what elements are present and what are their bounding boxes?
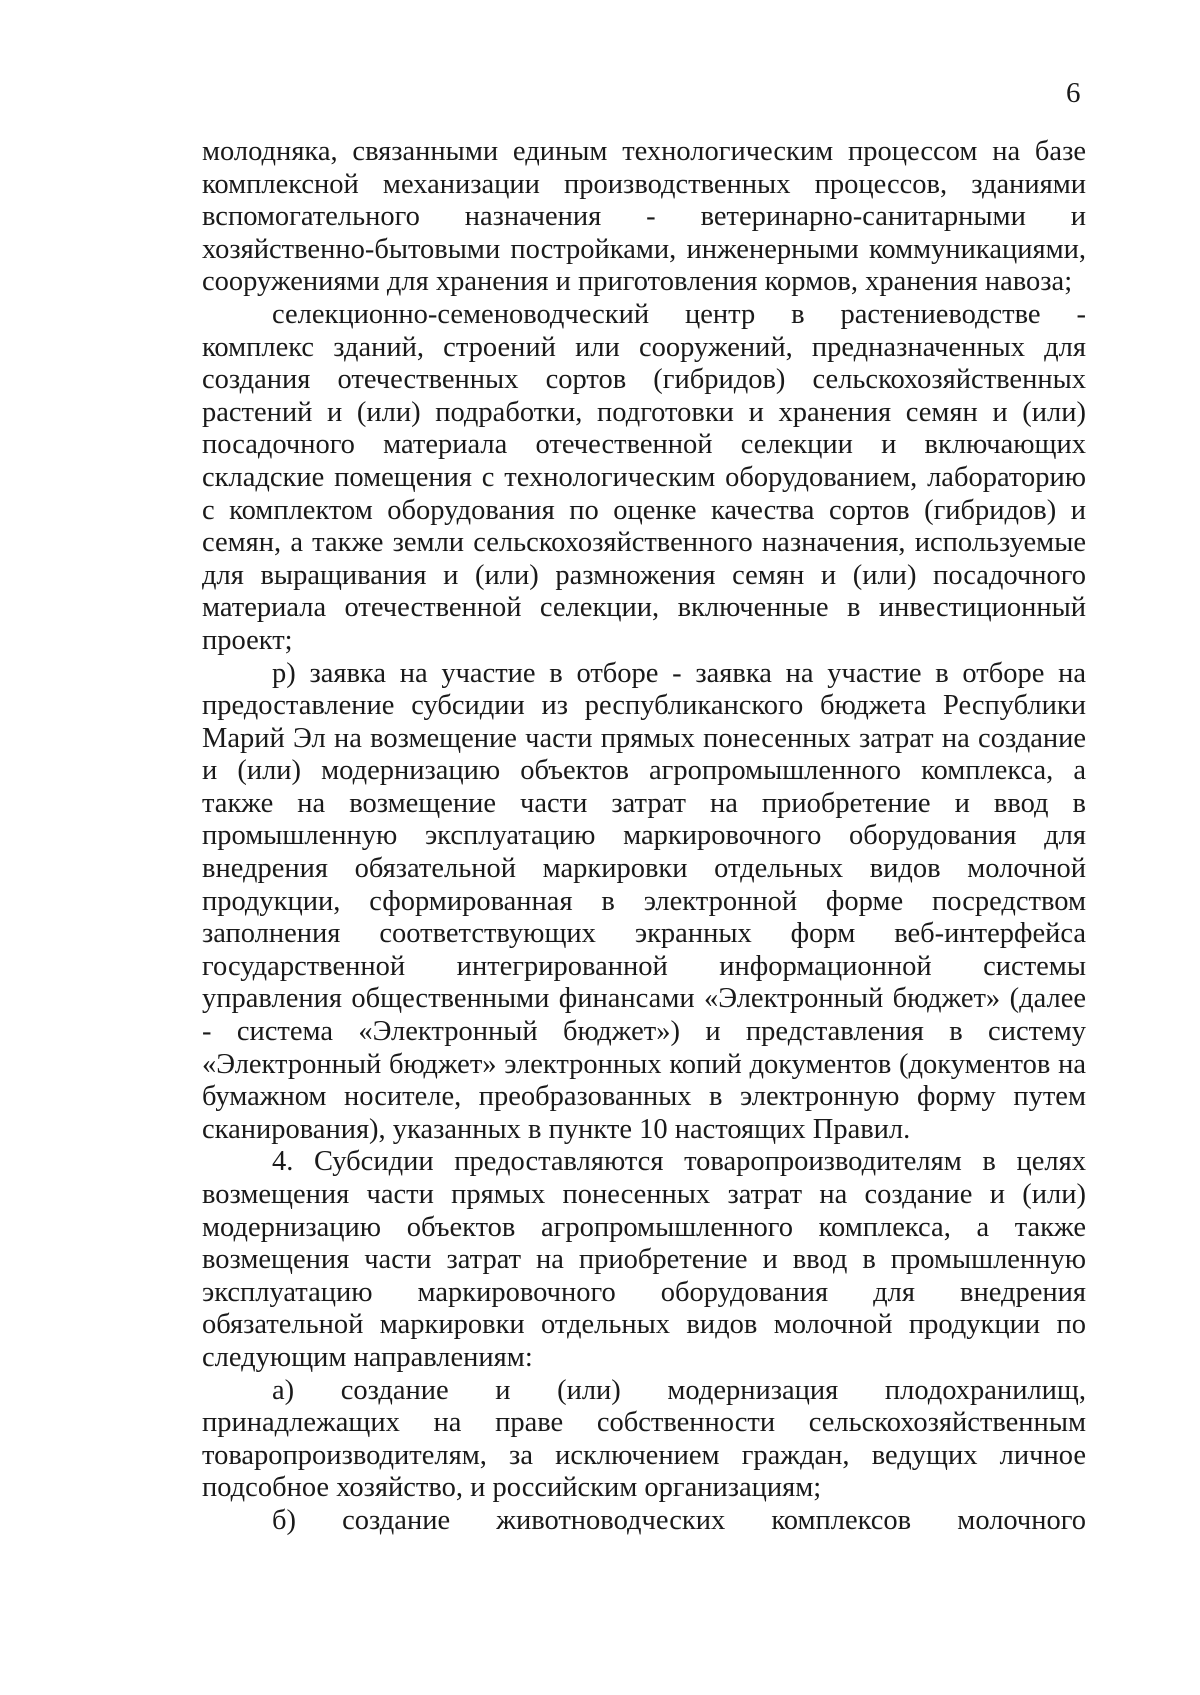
document-body (202, 136, 1086, 1538)
paragraph-selection-center: селекционно-семеноводческий центр в растениеводстве - комплекс зданий, строений или сооружений, предназначенных для создания отечественных сортов (гибридов) сельскохозяйственных растений и (или) подработки, подготовки и хранения семян и (или) посадочного материала отечественной селекции и включающих складские помещения с технологическим оборудованием, лабораторию с комплектом оборудования по оценке качества сортов (гибридов) и семян, а также земли сельскохозяйственного назначения, используемые для выращивания и (или) размножения семян и (или) посадочного материала отечественной селекции, включенные в инвестиционный проект; (202, 298, 1086, 656)
paragraph-item-a: а) создание и (или) модернизация плодохранилищ, принадлежащих на праве собственности сельскохозяйственным товаропроизводителям, за исключением граждан, ведущих личное подсобное хозяйство, и российским организациям; (202, 1374, 1086, 1504)
paragraph-section-4: 4. Субсидии предоставляются товаропроизводителям в целях возмещения части прямых понесенных затрат на создание и (или) модернизацию объектов агропромышленного комплекса, а также возмещения части затрат на приобретение и ввод в промышленную эксплуатацию маркировочного оборудования для внедрения обязательной маркировки отдельных видов молочной продукции по следующим направлениям: (202, 1146, 1086, 1373)
paragraph-item-b: б) создание животноводческих комплексов молочного (272, 1504, 1086, 1536)
paragraph-item-r: р) заявка на участие в отборе - заявка на участие в отборе на предоставление субсидии из республиканского бюджета Республики Марий Эл на возмещение части прямых понесенных затрат на создание и (или) модернизацию объектов агропромышленного комплекса, а также на возмещение части затрат на приобретение и ввод в промышленную эксплуатацию маркировочного оборудования для внедрения обязательной маркировки отдельных видов молочной продукции, сформированная в электронной форме посредством заполнения соответствующих экранных форм веб-интерфейса государственной интегрированной информационной системы управления общественными финансами «Электронный бюджет» (далее - система «Электронный бюджет») и представления в систему «Электронный бюджет» электронных копий документов (документов на бумажном носителе, преобразованных в электронную форму путем сканирования), указанных в пункте 10 настоящих Правил. (202, 657, 1086, 1145)
page-number: 6 (1066, 77, 1081, 109)
paragraph-continuation: молодняка, связанными единым технологическим процессом на базе комплексной механизации производственных процессов, зданиями вспомогательного назначения - ветеринарно-санитарными и хозяйственно-бытовыми постройками, инженерными коммуникациями, сооружениями для хранения и приготовления кормов, хранения навоза; (202, 136, 1086, 298)
